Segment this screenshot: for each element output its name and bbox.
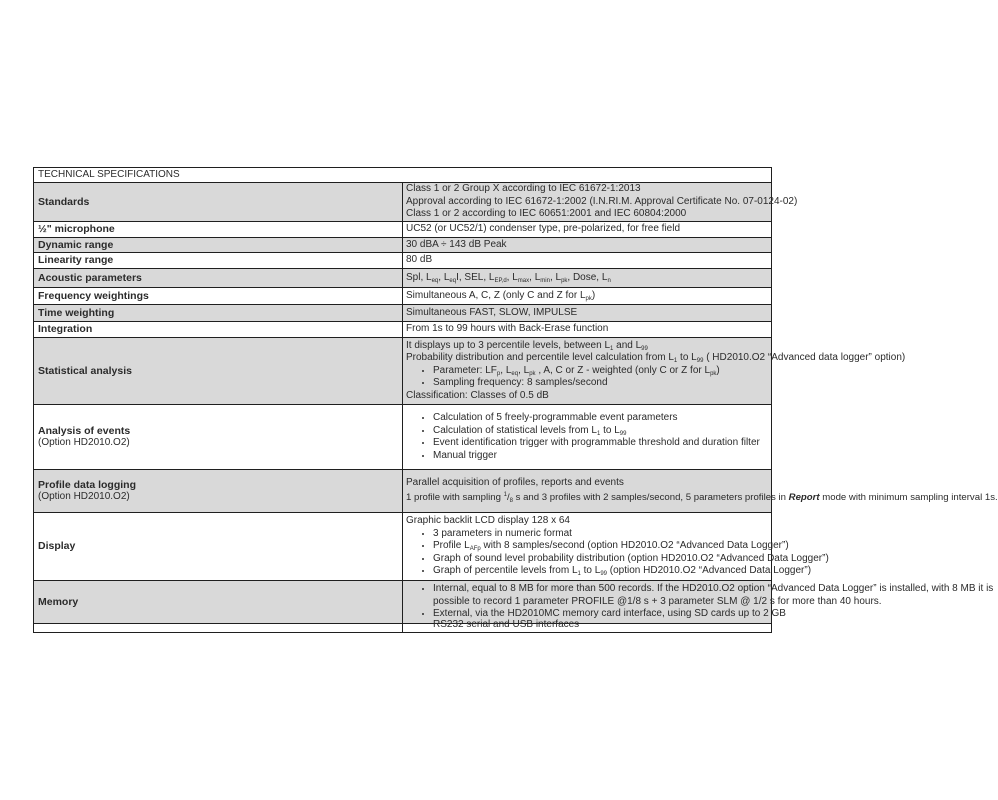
param-text: , L: [529, 271, 541, 283]
table-row: [34, 288, 772, 305]
event-bullets: [406, 412, 768, 462]
table-row: [34, 624, 772, 633]
label-option: (Option HD2010.O2): [38, 437, 130, 448]
list-item: • Calculation of 5 freely-programmable event parameters: [433, 412, 768, 425]
param-text: , L: [438, 271, 450, 283]
label-option: (Option HD2010.O2): [38, 491, 130, 502]
stat-bullets: [406, 365, 768, 390]
row-label: Linearity range: [34, 253, 403, 269]
row-value: 80 dB: [403, 253, 772, 269]
param-sub: eq: [449, 277, 457, 284]
row-value: [403, 513, 829, 581]
row-value: UC52 (or UC52/1) condenser type, pre-polarized, for free field: [403, 222, 772, 238]
param-sub: pk: [561, 277, 568, 284]
row-value: [403, 470, 998, 513]
list-item: • Calculation of statistical levels from $L_1$ to $L_{99}$: [433, 425, 768, 438]
param-text: , L: [549, 271, 562, 283]
memory-bullets: [406, 583, 994, 621]
table-title: TECHNICAL SPECIFICATIONS: [34, 168, 772, 183]
param-text: Spl, L: [406, 271, 432, 283]
list-item: • 3 parameters in numeric format: [433, 528, 768, 541]
row-value: 30 dBA ÷ 143 dB Peak: [403, 238, 772, 253]
row-label: Time weighting: [34, 305, 403, 322]
param-sub: min: [540, 277, 550, 284]
display-bullets: [406, 527, 829, 578]
row-value: [403, 183, 798, 222]
table-row: [34, 513, 772, 581]
row-value: Simultaneous FAST, SLOW, IMPULSE: [403, 305, 772, 322]
value-text: ): [591, 289, 596, 301]
label-text: Analysis of events: [38, 424, 131, 437]
row-label: Display: [34, 513, 403, 581]
row-label: ½" microphone: [34, 222, 403, 238]
list-item: • Event identification trigger with programmable threshold and duration filter: [433, 437, 768, 450]
spec-table: [33, 167, 998, 633]
spec-sheet: [33, 167, 998, 644]
table-row: [34, 183, 772, 222]
stat-line: It displays up to 3 percentile levels, between $L_1$ and $L_{99}$: [406, 339, 648, 352]
table-row: [34, 322, 772, 338]
row-label: Dynamic range: [34, 238, 403, 253]
list-item: • Profile $L_{AFp}$ with 8 samples/second (option HD2010.O2 “Advanced Data Logger”): [433, 540, 768, 553]
interfaces-line: RS232 serial and USB interfaces: [433, 619, 580, 631]
list-item: • Graph of percentile levels from $L_1$ to $L_{99}$ (option HD2010.O2 “Advanced Data Logger”): [433, 565, 768, 578]
row-label: [34, 624, 403, 633]
standards-line: Approval according to IEC 61672-1:2002 (I.N.RI.M. Approval Certificate No. 07-0124-02): [406, 195, 798, 207]
list-item: • Parameter: $LF_p$, $L_{eq}$, $L_{pk}$ , A, C or Z - weighted (only C or Z for $L_{pk}$): [433, 365, 768, 378]
table-row: [34, 405, 772, 470]
table-row: [34, 305, 772, 322]
table-row: [34, 581, 772, 624]
list-item: • Internal, equal to 8 MB for more than 500 records. If the HD2010.O2 option “Advanced Data Logger” is installed, with 8 MB it is possible to record 1 parameter PROFILE @1/8 s + 3 parameter SLM @ 1/2 s for more than 40 hours.: [433, 583, 768, 608]
standards-line: Class 1 or 2 according to IEC 60651:2001 and IEC 60804:2000: [406, 208, 687, 220]
display-line: Graphic backlit LCD display 128 x 64: [406, 515, 570, 527]
table-row: [34, 238, 772, 253]
row-label: Integration: [34, 322, 403, 338]
row-label: Standards: [34, 183, 403, 222]
profile-line: 1 profile with sampling $^1/_8$ s and 3 profiles with 2 samples/second, 5 parameters profiles in Report mode with minimum sampling interval 1s.: [406, 492, 998, 505]
profile-line: Parallel acquisition of profiles, reports and events: [406, 476, 624, 488]
param-sub: n: [607, 277, 611, 284]
table-row: [34, 222, 772, 238]
row-value: [403, 405, 772, 470]
row-label: Memory: [34, 581, 403, 624]
standards-line: Class 1 or 2 Group X according to IEC 61672-1:2013: [406, 183, 641, 195]
param-sub: max: [517, 277, 530, 284]
list-item: • Sampling frequency: 8 samples/second: [433, 377, 768, 390]
param-sub: eq: [431, 277, 439, 284]
list-item: • Manual trigger: [433, 450, 768, 463]
list-item: • External, via the HD2010MC memory card interface, using SD cards up to 2 GB: [433, 608, 768, 621]
label-text: Profile data logging: [38, 478, 137, 491]
value-sub: pk: [585, 295, 592, 302]
row-label: Acoustic parameters: [34, 269, 403, 288]
row-label: Frequency weightings: [34, 288, 403, 305]
row-value: [403, 619, 772, 633]
table-row: [34, 269, 772, 288]
param-text: I, SEL, L: [456, 271, 495, 283]
param-text: , Dose, L: [567, 271, 608, 283]
row-value: [403, 288, 772, 305]
list-item: • Graph of sound level probability distribution (option HD2010.O2 “Advanced Data Logger”): [433, 553, 768, 566]
row-label: [34, 470, 403, 513]
row-value: [403, 269, 772, 288]
stat-line: Probability distribution and percentile level calculation from $L_1$ to $L_{99}$ ( HD2010.O2 “Advanced data logger” option): [406, 352, 906, 365]
row-label: Statistical analysis: [34, 338, 403, 405]
param-text: , L: [506, 271, 518, 283]
row-value: [403, 338, 906, 405]
table-row: [34, 338, 772, 405]
row-value: [403, 581, 994, 624]
table-row: [34, 470, 772, 513]
stat-line: Classification: Classes of 0.5 dB: [406, 389, 549, 401]
table-row: [34, 253, 772, 269]
param-sub: EP,d: [494, 277, 507, 284]
row-label: [34, 405, 403, 470]
row-value: From 1s to 99 hours with Back-Erase function: [403, 322, 772, 338]
value-text: Simultaneous A, C, Z (only C and Z for L: [406, 289, 586, 301]
